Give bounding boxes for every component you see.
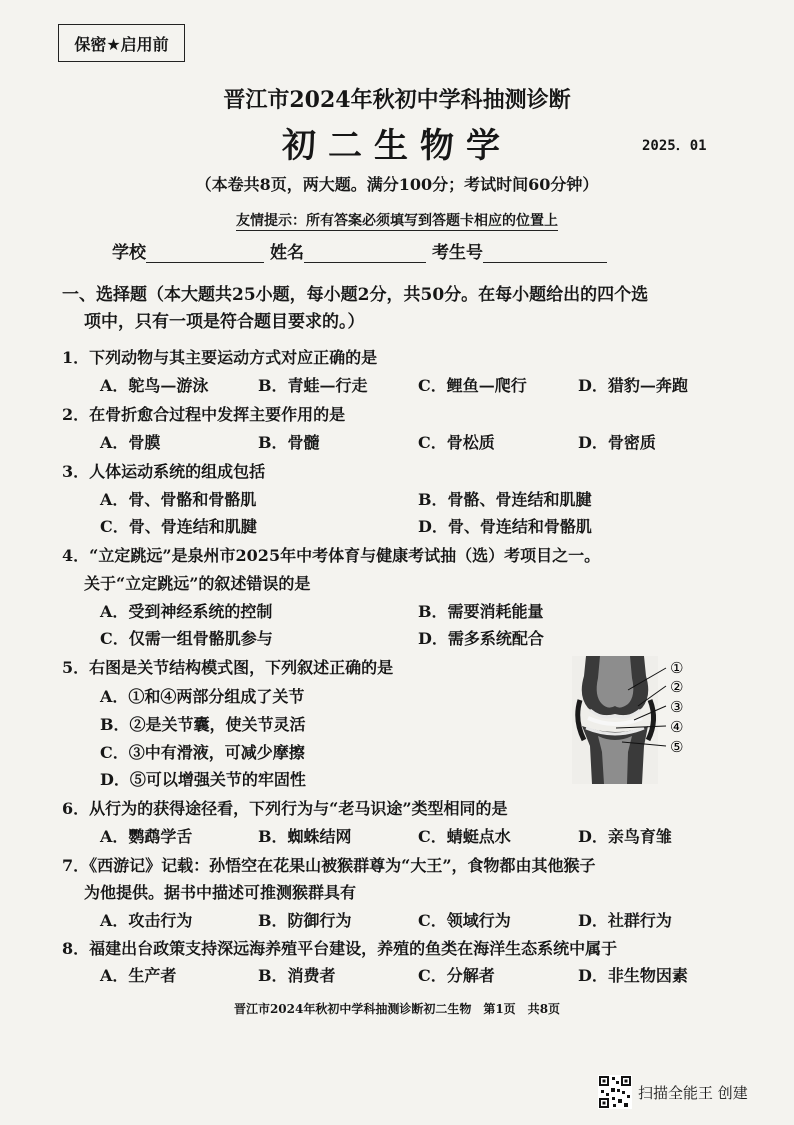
q6-option-d[interactable]: D．亲鸟育雏	[578, 827, 672, 846]
q6-option-a[interactable]: A．鹦鹉学舌	[100, 827, 193, 846]
name-blank[interactable]	[304, 244, 426, 263]
question-4-line2: 关于“立定跳远”的叙述错误的是	[84, 574, 311, 593]
label-2: ②	[670, 678, 684, 696]
name-label: 姓名	[270, 243, 304, 263]
q1-option-c[interactable]: C．鲤鱼—爬行	[418, 376, 527, 395]
question-4-line1: 4．“立定跳远”是泉州市2025年中考体育与健康考试抽（选）考项目之一。	[62, 546, 601, 565]
q8-option-c[interactable]: C．分解者	[418, 966, 495, 985]
joint-diagram-svg	[572, 656, 702, 784]
q6-option-c[interactable]: C．蜻蜓点水	[418, 827, 511, 846]
watermark-text: 扫描全能王 创建	[638, 1083, 748, 1102]
q5-option-b[interactable]: B．②是关节囊，使关节灵活	[100, 715, 306, 734]
q3-option-a[interactable]: A．骨、骨骼和骨骼肌	[100, 490, 257, 509]
q1-option-a[interactable]: A．鸵鸟—游泳	[100, 376, 209, 395]
q3-option-c[interactable]: C．骨、骨连结和肌腱	[100, 517, 257, 536]
friendly-tip	[0, 210, 794, 230]
q7-option-a[interactable]: A．攻击行为	[100, 911, 193, 930]
q2-option-d[interactable]: D．骨密质	[578, 433, 656, 452]
question-7-line2: 为他提供。据书中描述可推测猴群具有	[84, 883, 357, 902]
label-1: ①	[670, 659, 684, 677]
student-id-blank[interactable]	[483, 244, 607, 263]
q1-option-b[interactable]: B．青蛙—行走	[258, 376, 368, 395]
q8-option-b[interactable]: B．消费者	[258, 966, 336, 985]
subject-title: 初二生物学	[282, 126, 512, 166]
school-blank[interactable]	[146, 244, 264, 263]
q6-option-b[interactable]: B．蜘蛛结网	[258, 827, 352, 846]
q8-option-d[interactable]: D．非生物因素	[578, 966, 688, 985]
page-footer: 晋江市2024年秋初中学科抽测诊断初二生物 第1页 共8页	[233, 1002, 561, 1016]
confidential-stamp: 保密★启用前	[58, 24, 185, 62]
q7-option-d[interactable]: D．社群行为	[578, 911, 672, 930]
qr-code-icon	[598, 1075, 632, 1109]
label-5: ⑤	[670, 738, 684, 756]
q2-option-b[interactable]: B．骨髓	[258, 433, 320, 452]
question-1: 1．下列动物与其主要运动方式对应正确的是	[62, 348, 378, 367]
section-heading-line1: 一、选择题（本大题共25小题，每小题2分，共50分。在每小题给出的四个选	[62, 285, 649, 305]
q5-option-a[interactable]: A．①和④两部分组成了关节	[100, 687, 305, 706]
q1-option-d[interactable]: D．猎豹—奔跑	[578, 376, 688, 395]
section-heading-line2: 项中，只有一项是符合题目要求的。）	[84, 312, 365, 332]
question-5: 5．右图是关节结构模式图，下列叙述正确的是	[62, 658, 394, 677]
question-3: 3．人体运动系统的组成包括	[62, 462, 266, 481]
question-7-line1: 7．《西游记》记载：孙悟空在花果山被猴群尊为“大王”，食物都由其他猴子	[62, 856, 596, 875]
exam-title: 晋江市2024年秋初中学科抽测诊断	[223, 87, 571, 113]
label-3: ③	[670, 698, 684, 716]
question-2: 2．在骨折愈合过程中发挥主要作用的是	[62, 405, 346, 424]
friendly-tip-text: 友情提示：所有答案必须填写到答题卡相应的位置上	[236, 213, 558, 229]
question-8: 8．福建出台政策支持深远海养殖平台建设，养殖的鱼类在海洋生态系统中属于	[62, 939, 618, 958]
q7-option-b[interactable]: B．防御行为	[258, 911, 352, 930]
q2-option-a[interactable]: A．骨膜	[100, 433, 161, 452]
q4-option-c[interactable]: C．仅需一组骨骼肌参与	[100, 629, 273, 648]
school-label: 学校	[112, 243, 146, 263]
q4-option-b[interactable]: B．需要消耗能量	[418, 602, 544, 621]
exam-info: （本卷共8页，两大题。满分100分；考试时间60分钟）	[195, 175, 599, 194]
student-id-label: 考生号	[432, 243, 483, 263]
q2-option-c[interactable]: C．骨松质	[418, 433, 495, 452]
joint-diagram	[572, 656, 702, 784]
label-4: ④	[670, 718, 684, 736]
q5-option-d[interactable]: D．⑤可以增强关节的牢固性	[100, 770, 306, 789]
q5-option-c[interactable]: C．③中有滑液，可减少摩擦	[100, 743, 305, 762]
q8-option-a[interactable]: A．生产者	[100, 966, 177, 985]
scanner-watermark	[598, 1075, 748, 1109]
q3-option-b[interactable]: B．骨骼、骨连结和肌腱	[418, 490, 592, 509]
question-6: 6．从行为的获得途径看，下列行为与“老马识途”类型相同的是	[62, 799, 508, 818]
q3-option-d[interactable]: D．骨、骨连结和骨骼肌	[418, 517, 592, 536]
q4-option-d[interactable]: D．需多系统配合	[418, 629, 544, 648]
student-info-fields	[112, 238, 613, 263]
q7-option-c[interactable]: C．领域行为	[418, 911, 511, 930]
q4-option-a[interactable]: A．受到神经系统的控制	[100, 602, 273, 621]
exam-date: 2025．01	[642, 138, 707, 154]
upper-bone-marrow	[597, 656, 634, 708]
